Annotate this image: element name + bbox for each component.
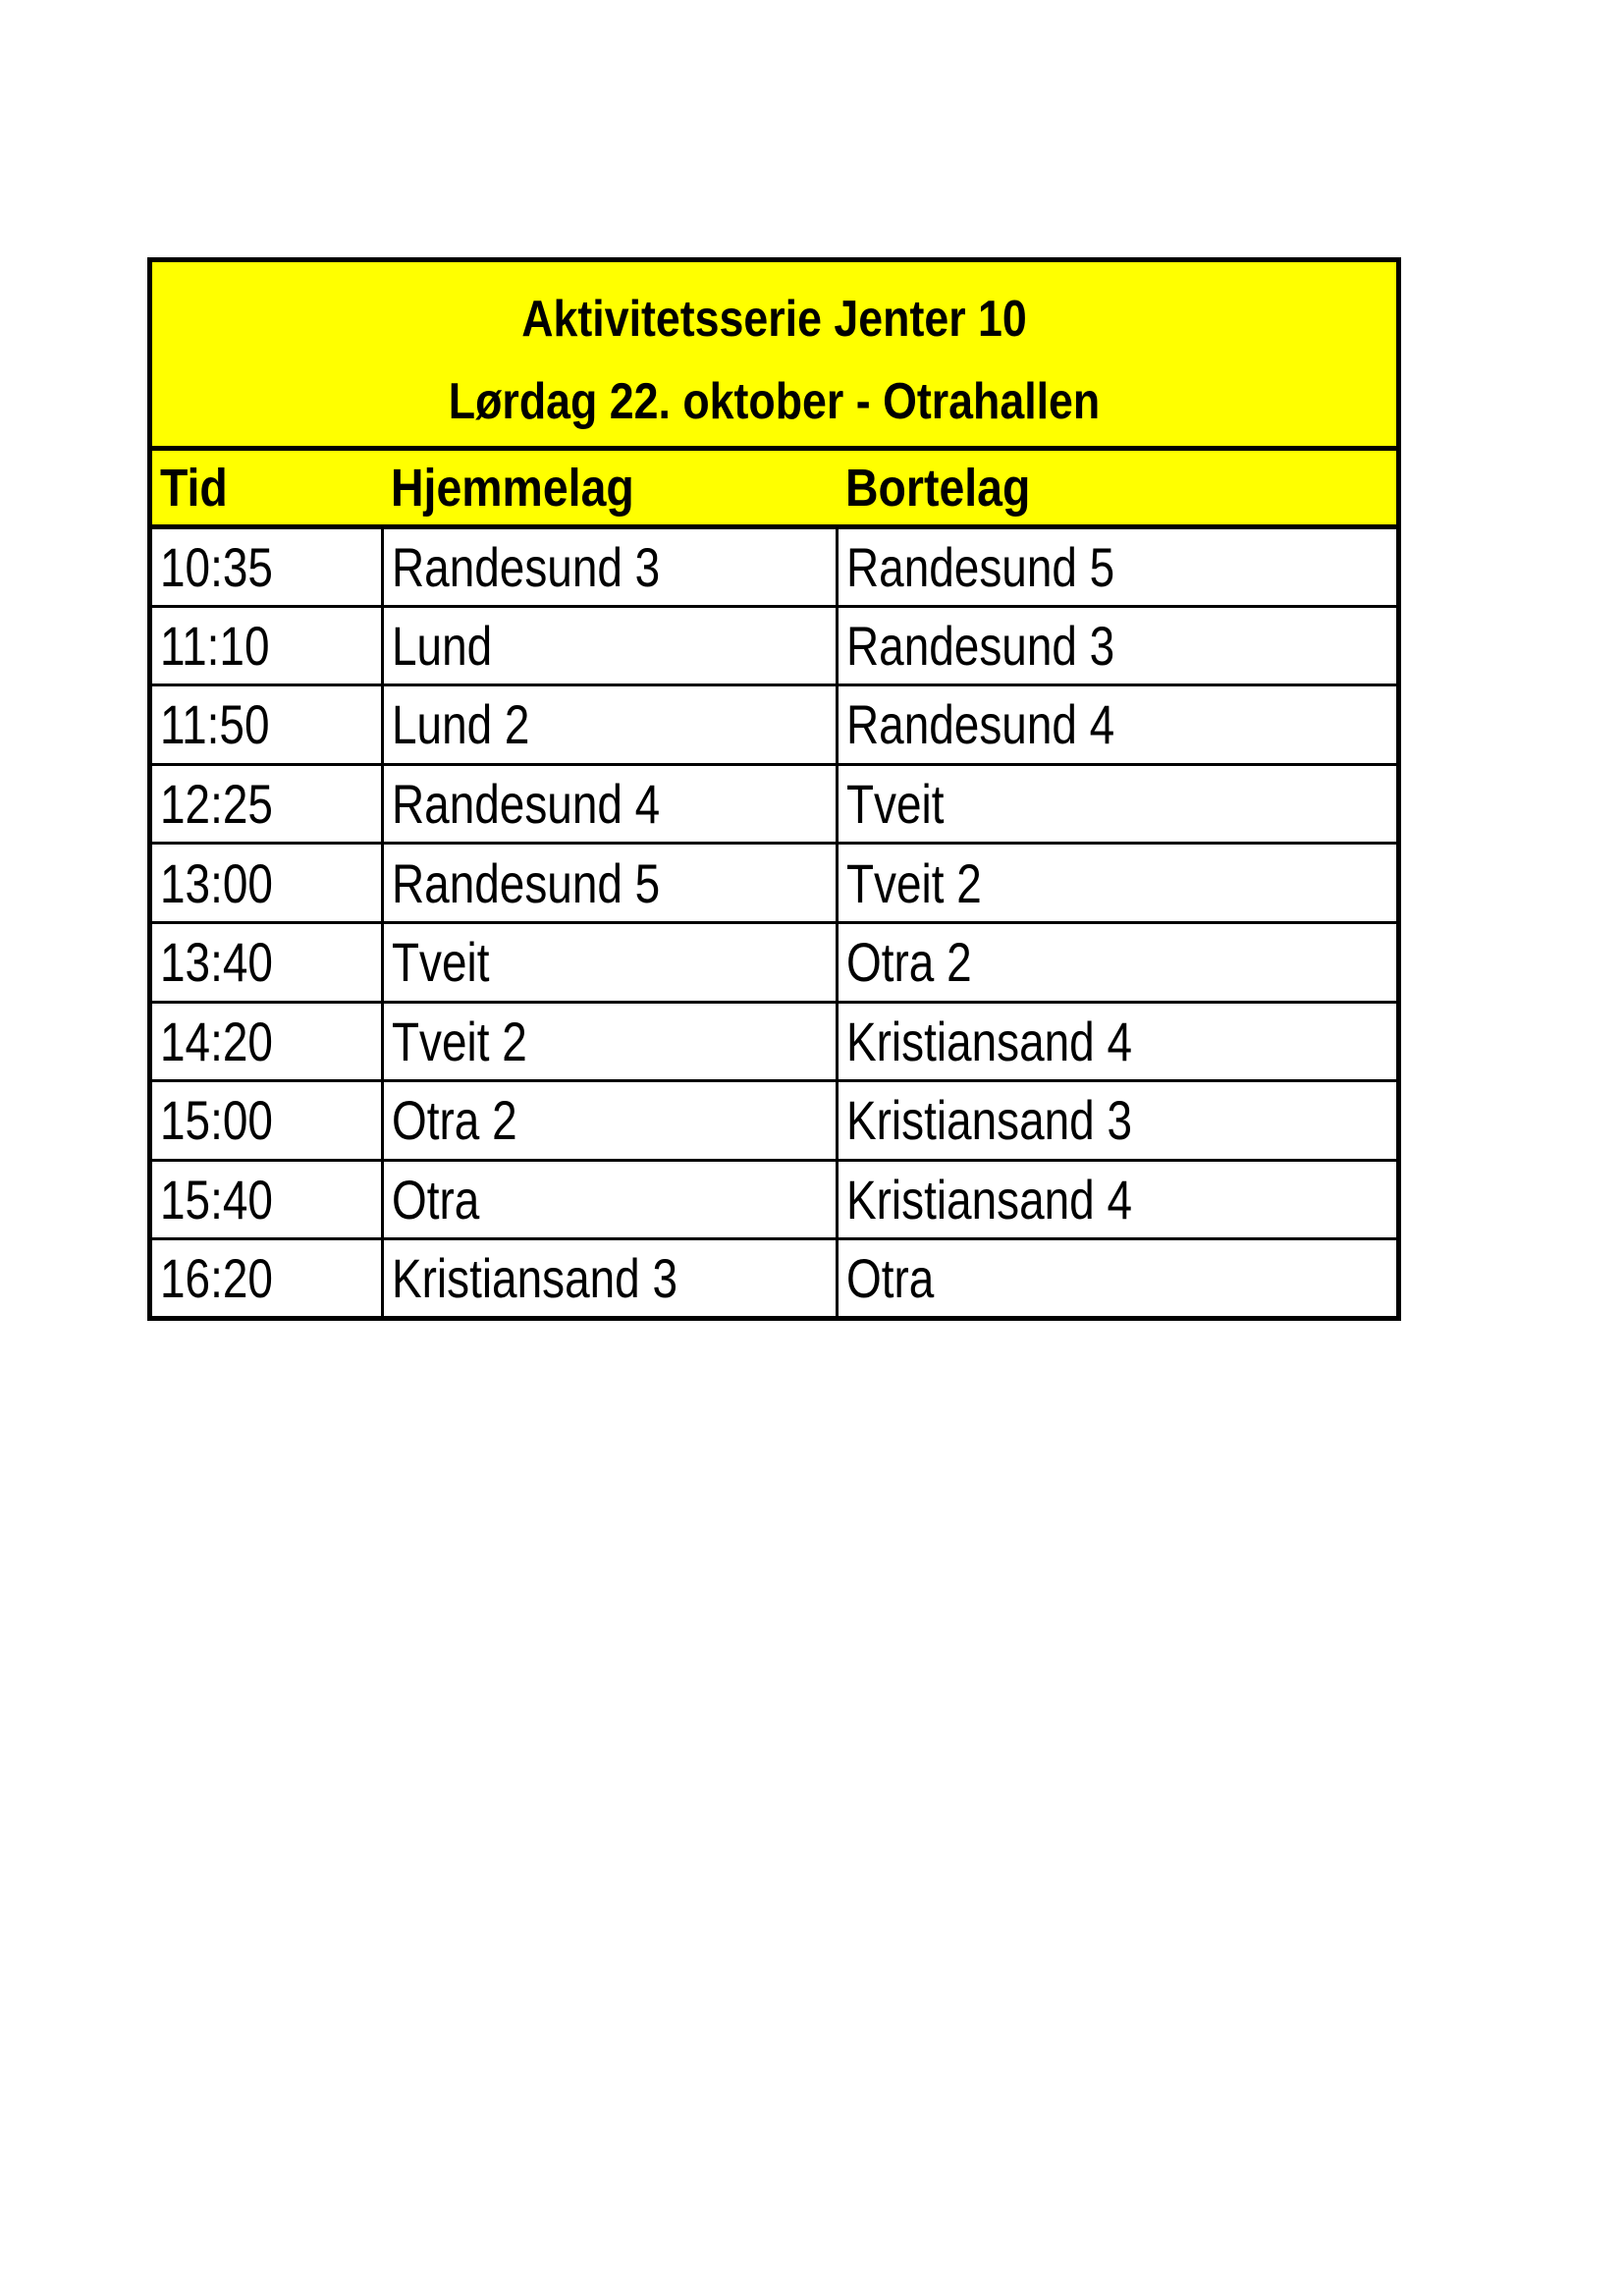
cell-time: 11:50 [150,685,383,765]
cell-away-team: Kristiansand 3 [838,1081,1399,1161]
header-time: Tid [150,449,383,527]
table-row [150,844,1399,923]
table-row [150,922,1399,1002]
cell-time: 10:35 [150,527,383,607]
table-row [150,764,1399,844]
title-row [150,260,1399,449]
cell-time: 13:40 [150,922,383,1002]
header-home-team: Hjemmelag [383,449,838,527]
cell-away-team: Tveit [838,764,1399,844]
cell-away-team: Tveit 2 [838,844,1399,923]
table-row [150,1160,1399,1239]
cell-time: 14:20 [150,1002,383,1081]
cell-away-team: Randesund 3 [838,606,1399,685]
cell-time: 11:10 [150,606,383,685]
cell-away-team: Randesund 4 [838,685,1399,765]
cell-time: 12:25 [150,764,383,844]
match-schedule-table [147,257,1401,1321]
cell-home-team: Lund [383,606,838,685]
cell-away-team: Otra [838,1239,1399,1319]
cell-home-team: Randesund 3 [383,527,838,607]
header-away-team: Bortelag [838,449,1399,527]
cell-home-team: Tveit [383,922,838,1002]
column-header-row [150,449,1399,527]
table-row [150,685,1399,765]
cell-away-team: Randesund 5 [838,527,1399,607]
cell-home-team: Kristiansand 3 [383,1239,838,1319]
cell-home-team: Otra [383,1160,838,1239]
cell-time: 16:20 [150,1239,383,1319]
cell-home-team: Randesund 4 [383,764,838,844]
cell-home-team: Otra 2 [383,1081,838,1161]
cell-away-team: Kristiansand 4 [838,1160,1399,1239]
cell-time: 13:00 [150,844,383,923]
title-cell [150,260,1399,449]
cell-time: 15:00 [150,1081,383,1161]
cell-away-team: Kristiansand 4 [838,1002,1399,1081]
table-row [150,527,1399,607]
cell-home-team: Randesund 5 [383,844,838,923]
document-title: Aktivitetsserie Jenter 10 [521,290,1027,348]
cell-time: 15:40 [150,1160,383,1239]
table-row [150,606,1399,685]
document-subtitle: Lørdag 22. oktober - Otrahallen [448,372,1101,430]
cell-away-team: Otra 2 [838,922,1399,1002]
cell-home-team: Lund 2 [383,685,838,765]
cell-home-team: Tveit 2 [383,1002,838,1081]
table-row [150,1239,1399,1319]
table-row [150,1081,1399,1161]
table-row [150,1002,1399,1081]
